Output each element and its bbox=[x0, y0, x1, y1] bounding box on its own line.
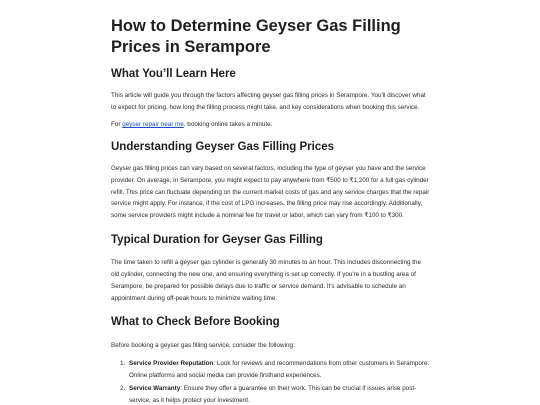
check-intro-paragraph: Before booking a geyser gas filling service, consider the following: bbox=[111, 341, 295, 349]
list-item bbox=[127, 358, 431, 382]
understanding-paragraph: Geyser gas filling prices can vary based on several factors, including the type of geyser you have and the service provider. On average, in Serampore, you might expect to pay anywhere from ₹500 to ₹1,200 for a full gas cylinder refill. This price can fluctuate depending on the current market costs of gas and any service charges that the repair service might apply. For instance, if the cost of LPG increases, the filling price may rise accordingly. Additionally, some service providers might include a nominal fee for travel or labor, which can vary from ₹100 to ₹300. bbox=[111, 164, 430, 220]
list-item bbox=[127, 383, 431, 405]
heading-what-youll-learn: What You’ll Learn Here bbox=[111, 68, 236, 80]
duration-paragraph: The time taken to refill a geyser gas cylinder is generally 30 minutes to an hour. This includes disconnecting the old cylinder, connecting the new one, and ensuring everything is set up correctly. If you're in a bustling area of Serampore, be prepared for possible delays due to traffic or service demand. It's advisable to schedule an appointment during off-peak hours to minimize waiting time. bbox=[111, 259, 421, 302]
intro-paragraph: This article will guide you through the factors affecting geyser gas filling prices in Serampore. You'll discover what to expect for pricing, how long the filling process might take, and key considerations when booking this service. bbox=[111, 92, 426, 111]
list-item-label: Service Warranty bbox=[129, 384, 181, 392]
heading-understanding-prices: Understanding Geyser Gas Filling Prices bbox=[111, 140, 335, 153]
heading-typical-duration: Typical Duration for Geyser Gas Filling bbox=[111, 234, 323, 247]
page-title: How to Determine Geyser Gas Filling Prices in Serampore bbox=[111, 17, 401, 56]
link-suffix: , booking online takes a minute. bbox=[183, 120, 273, 128]
link-prefix: For bbox=[111, 120, 123, 128]
article-content bbox=[111, 0, 431, 405]
heading-what-to-check: What to Check Before Booking bbox=[111, 315, 280, 328]
list-item-label: Service Provider Reputation bbox=[129, 359, 214, 367]
list-item-text: : Ensure they offer a guarantee on their work. This can be crucial if issues arise post-service, as it helps protect your investment. bbox=[129, 384, 417, 404]
list-item-text: : Look for reviews and recommendations from other customers in Serampore. Online platforms and social media can provide firsthand experiences. bbox=[129, 359, 430, 379]
checklist bbox=[111, 358, 431, 405]
booking-link-paragraph bbox=[111, 119, 431, 131]
geyser-repair-link[interactable]: geyser repair near me bbox=[122, 120, 184, 128]
